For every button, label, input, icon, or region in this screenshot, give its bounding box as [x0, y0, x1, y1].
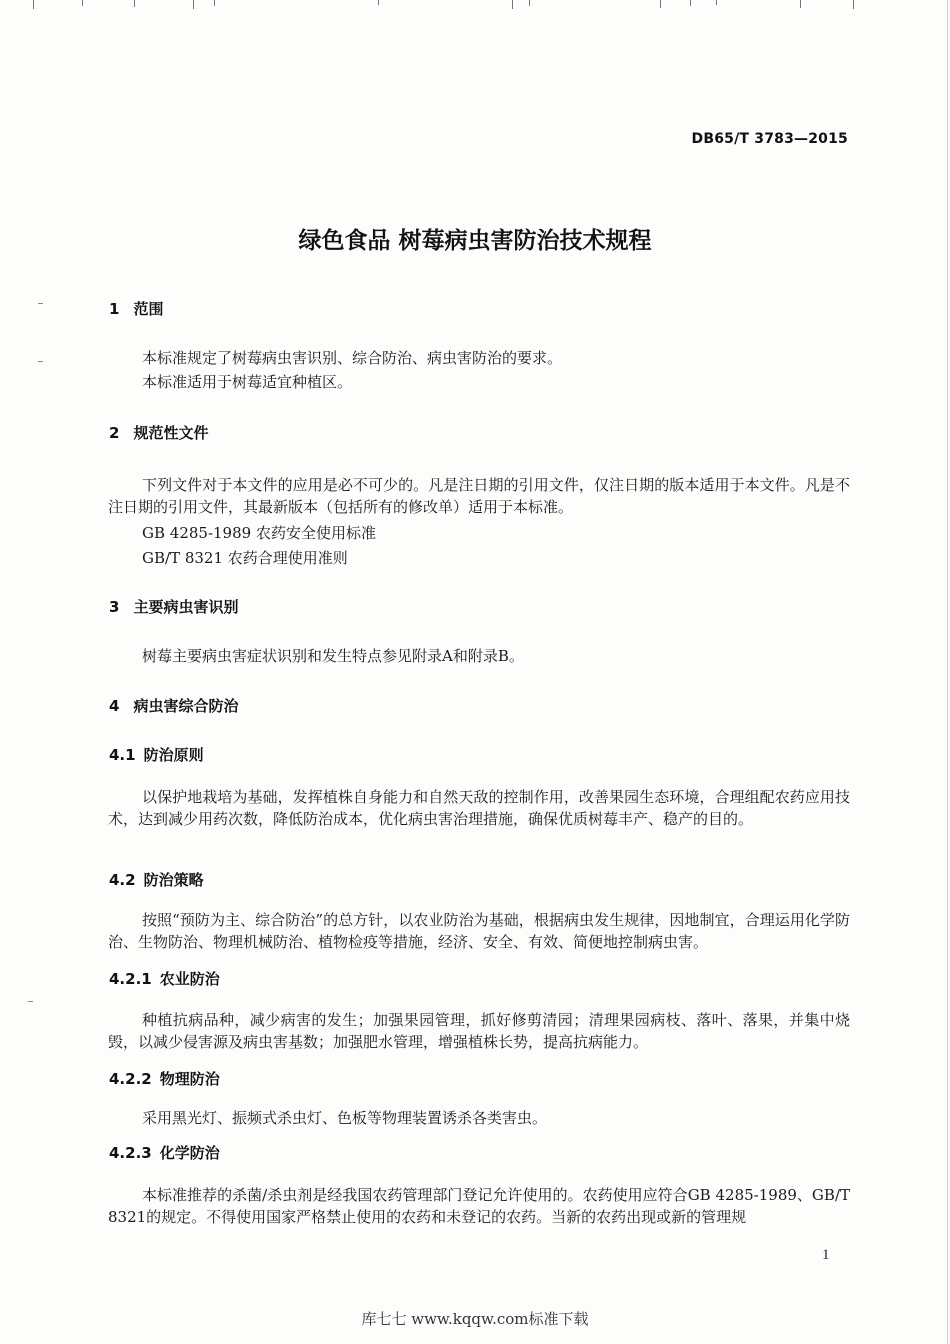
- document-title: 绿色食品 树莓病虫害防治技术规程: [298, 228, 652, 254]
- section-number: 4.2.2: [109, 1070, 152, 1088]
- scan-tick: [378, 0, 379, 5]
- section-heading-1: [109, 298, 163, 319]
- section-title: 物理防治: [159, 1070, 220, 1088]
- scan-tick: [529, 0, 530, 6]
- section-heading-4-2: [109, 869, 204, 890]
- scan-tick: [716, 0, 717, 5]
- scan-tick: [690, 0, 691, 6]
- section-title: 化学防治: [159, 1144, 220, 1162]
- physical-control-paragraph: 采用黑光灯、振频式杀虫灯、色板等物理装置诱杀各类害虫。: [142, 1109, 548, 1127]
- section-heading-4: [109, 695, 238, 716]
- section-heading-4-2-3: [109, 1142, 220, 1163]
- section-title: 规范性文件: [133, 424, 209, 442]
- chemical-control-paragraph: 本标准推荐的杀菌/杀虫剂是经我国农药管理部门登记允许使用的。农药使用应符合GB 4285-1989、GB/T 8321的规定。不得使用国家严格禁止使用的农药和未登记的农药。当新的农药出现或新的管理规: [108, 1186, 850, 1226]
- scan-tick: [214, 0, 215, 6]
- scan-speck: [38, 361, 43, 362]
- section-title: 防治原则: [143, 746, 204, 764]
- section-number: 4: [109, 697, 120, 715]
- section-heading-2: [109, 422, 208, 443]
- section-number: 4.2.1: [109, 970, 152, 988]
- section-heading-4-2-2: [109, 1068, 220, 1089]
- agricultural-control-paragraph: 种植抗病品种，减少病害的发生；加强果园管理，抓好修剪清园；清理果园病枝、落叶、落果，并集中烧毁，以减少侵害源及病虫害基数；加强肥水管理，增强植株长势，提高抗病能力。: [108, 1011, 850, 1051]
- normative-paragraph: 下列文件对于本文件的应用是必不可少的。凡是注日期的引用文件，仅注日期的版本适用于本文件。凡是不注日期的引用文件，其最新版本（包括所有的修改单）适用于本标准。: [108, 476, 850, 516]
- scan-tick: [800, 0, 801, 8]
- section-heading-3: [109, 596, 238, 617]
- download-footer: 库七七 www.kqqw.com标准下载: [361, 1310, 589, 1328]
- scan-tick: [33, 0, 34, 9]
- section-number: 1: [109, 300, 120, 318]
- identification-paragraph: 树莓主要病虫害症状识别和发生特点参见附录A和附录B。: [142, 647, 524, 665]
- section-title: 范围: [133, 300, 164, 318]
- scan-tick: [512, 0, 513, 9]
- scan-tick: [660, 0, 661, 8]
- reference-item: GB 4285-1989 农药安全使用标准: [142, 524, 376, 542]
- section-title: 农业防治: [159, 970, 220, 988]
- section-title: 主要病虫害识别: [133, 598, 239, 616]
- strategy-paragraph: 按照“预防为主、综合防治”的总方针，以农业防治为基础，根据病虫发生规律，因地制宜，合理运用化学防治、生物防治、物理机械防治、植物检疫等措施，经济、安全、有效、简便地控制病虫害。: [108, 911, 850, 951]
- document-code: DB65/T 3783—2015: [691, 131, 848, 147]
- section-title: 病虫害综合防治: [133, 697, 239, 715]
- scan-tick: [193, 0, 194, 9]
- section-number: 3: [109, 598, 120, 616]
- scope-line-1: 本标准规定了树莓病虫害识别、综合防治、病虫害防治的要求。: [142, 349, 563, 367]
- principle-paragraph: 以保护地栽培为基础，发挥植株自身能力和自然天敌的控制作用，改善果园生态环境，合理组配农药应用技术，达到减少用药次数，降低防治成本，优化病虫害治理措施，确保优质树莓丰产、稳产的目的。: [108, 788, 850, 828]
- scan-tick: [134, 0, 135, 7]
- section-title: 防治策略: [143, 871, 204, 889]
- scan-speck: [38, 303, 43, 304]
- section-number: 4.2.3: [109, 1144, 152, 1162]
- section-heading-4-1: [109, 744, 204, 765]
- section-number: 4.1: [109, 746, 136, 764]
- section-heading-4-2-1: [109, 968, 220, 989]
- scan-tick: [853, 0, 854, 9]
- scope-line-2: 本标准适用于树莓适宜种植区。: [142, 373, 353, 391]
- reference-item: GB/T 8321 农药合理使用准则: [142, 549, 348, 567]
- page-edge: [947, 0, 948, 1344]
- section-number: 4.2: [109, 871, 136, 889]
- section-number: 2: [109, 424, 120, 442]
- scan-tick: [82, 0, 83, 6]
- page-number: 1: [822, 1247, 830, 1263]
- scan-speck: [28, 1001, 33, 1002]
